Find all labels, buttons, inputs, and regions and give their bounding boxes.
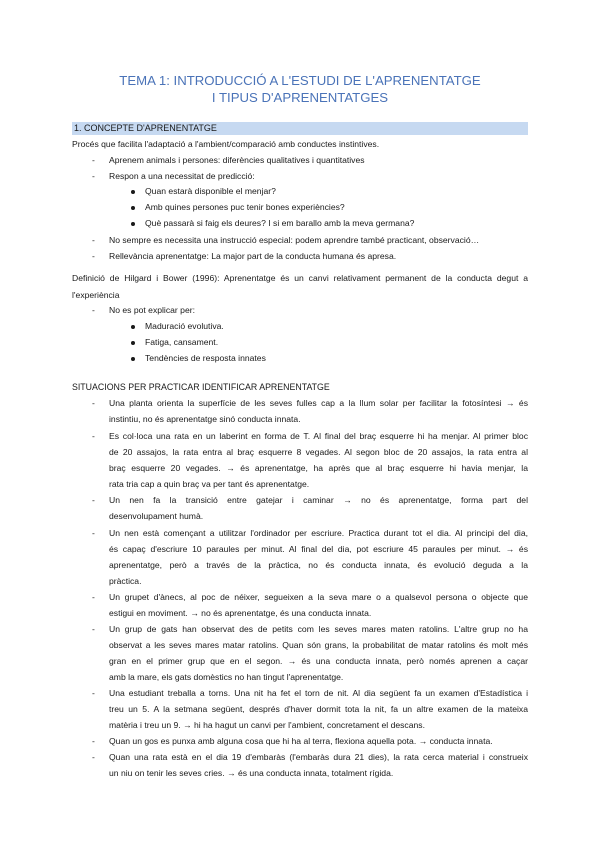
definition-text: Definició de Hilgard i Bower (1996): Aprenentatge és un canvi relativament permanent de la conducta degut a: [72, 273, 528, 283]
list-item: Fatiga, cansament.: [145, 337, 219, 347]
situation-line: Una estudiant treballa a torns. Una nit ha fet el torn de nit. Al dia següent fa un examen d'Estadística i: [109, 688, 528, 698]
situations-heading: SITUACIONS PER PRACTICAR IDENTIFICAR APRENENTATGE: [72, 382, 330, 392]
situation-line: Quan una rata està en el dia 19 d'embaràs (l'embaràs dura 21 dies), la rata cerca material i construeix: [109, 752, 528, 762]
list-item: No sempre es necessita una instrucció especial: podem aprendre també practicant, observació…: [109, 235, 480, 245]
situation-line: Es col·loca una rata en un laberint en forma de T. Al final del braç esquerre hi ha menjar. Al primer bloc: [109, 431, 528, 441]
situation-line: amb la mare, els gats domèstics no han tingut l'aprenentatge.: [109, 672, 344, 682]
situation-line: aprenentatge, però a través de la pràctica, no és conducta innata, és evolució deguda a la: [109, 560, 528, 570]
list-item: Maduració evolutiva.: [145, 321, 224, 331]
situation-line: Un grupet d'ànecs, al poc de néixer, segueixen a la seva mare o a qualsevol persona o objecte que: [109, 592, 528, 602]
dash-bullet: -: [92, 155, 95, 165]
section-intro: Procés que facilita l'adaptació a l'ambient/comparació amb conductes instintives.: [72, 139, 380, 149]
bullet-dot: [131, 206, 135, 210]
list-item: Quan estarà disponible el menjar?: [145, 186, 276, 196]
dash-bullet: -: [92, 624, 95, 634]
situation-line: Un nen fa la transició entre gatejar i caminar → no és aprenentatge, forma part del: [109, 495, 528, 505]
list-item: Tendències de resposta innates: [145, 353, 266, 363]
list-item: Què passarà si faig els deures? I si em barallo amb la meva germana?: [145, 218, 415, 228]
situation-line: de 20 assajos, la rata entra al braç esquerre 8 vegades. Al segon bloc de 20 assajos, la rata entra al: [109, 447, 528, 457]
dash-bullet: -: [92, 171, 95, 181]
dash-bullet: -: [92, 528, 95, 538]
dash-bullet: -: [92, 235, 95, 245]
situation-line: rata tria cap a quin braç va per tant és aprenentatge.: [109, 479, 310, 489]
list-item: Amb quines persones puc tenir bones experiències?: [145, 202, 345, 212]
situation-line: un niu on tenir les seves cries. → és una conducta innata, totalment rígida.: [109, 768, 394, 778]
situation-line: pràctica.: [109, 576, 142, 586]
dash-bullet: -: [92, 251, 95, 261]
situation-line: Una planta orienta la superfície de les seves fulles cap a la llum solar per facilitar la fotosíntesi → és: [109, 398, 528, 408]
dash-bullet: -: [92, 688, 95, 698]
bullet-dot: [131, 341, 135, 345]
list-item: No es pot explicar per:: [109, 305, 195, 315]
situation-line: estigui en moviment. → no és aprenentatge, és una conducta innata.: [109, 608, 372, 618]
situation-line: matèria i treu un 9. → hi ha hagut un canvi per l'ambient, concretament el descans.: [109, 720, 425, 730]
situation-line: és capaç d'escriure 10 paraules per minut. Al final del dia, pot escriure 45 paraules per minut. → és: [109, 544, 528, 554]
situation-line: Un nen està començant a utilitzar l'ordinador per escriure. Practica durant tot el dia. Al principi del dia,: [109, 528, 528, 538]
document-title-line1: TEMA 1: INTRODUCCIÓ A L'ESTUDI DE L'APRENENTATGE: [119, 73, 481, 88]
dash-bullet: -: [92, 495, 95, 505]
situation-line: Un grup de gats han observat des de petits com les seves mares maten ratolins. L'altre grup no ha: [109, 624, 528, 634]
dash-bullet: -: [92, 398, 95, 408]
dash-bullet: -: [92, 592, 95, 602]
situation-line: observat a les seves mares matar ratolins. Quan són grans, la probabilitat de matar ratolins és molt més: [109, 640, 528, 650]
situation-line: gran en el primer grup que en el segon. → és una conducta innata, però només aprenen a caçar: [109, 656, 528, 666]
dash-bullet: -: [92, 752, 95, 762]
situation-line: treu un 5. A la setmana següent, després d'haver dormit tota la nit, fa un altre examen de la mateixa: [109, 704, 528, 714]
bullet-dot: [131, 222, 135, 226]
dash-bullet: -: [92, 431, 95, 441]
list-item: Rellevància aprenentatge: La major part de la conducta humana és apresa.: [109, 251, 397, 261]
situation-line: instintiu, no és aprenentatge sinó conducta innata.: [109, 414, 301, 424]
situation-line: desenvolupament humà.: [109, 511, 204, 521]
section-heading-concepte: 1. CONCEPTE D'APRENENTATGE: [72, 122, 528, 135]
bullet-dot: [131, 325, 135, 329]
list-item: Aprenem animals i persones: diferències qualitatives i quantitatives: [109, 155, 365, 165]
definition-text-cont: l'experiència: [72, 290, 120, 300]
dash-bullet: -: [92, 305, 95, 315]
document-title-line2: I TIPUS D'APRENENTATGES: [211, 90, 389, 105]
bullet-dot: [131, 190, 135, 194]
list-item: Respon a una necessitat de predicció:: [109, 171, 255, 181]
bullet-dot: [131, 357, 135, 361]
dash-bullet: -: [92, 736, 95, 746]
situation-line: Quan un gos es punxa amb alguna cosa que hi ha al terra, flexiona aquella pota. → conducta innata.: [109, 736, 493, 746]
situation-line: braç esquerre 20 vegades. → és aprenentatge, ha après que al braç esquerre hi havia menjar, la: [109, 463, 528, 473]
